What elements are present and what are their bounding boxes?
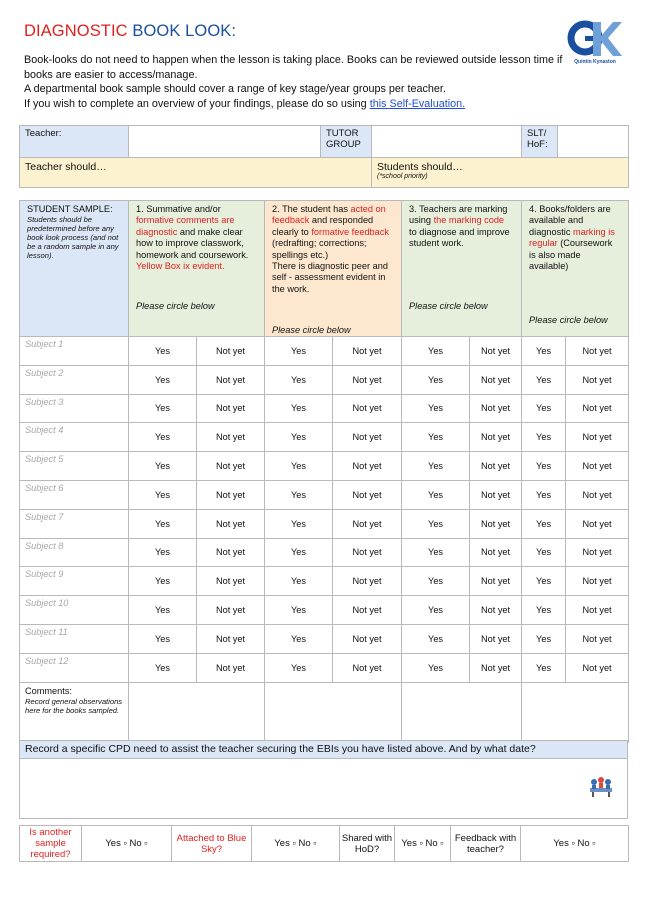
- criterion-1-yes[interactable]: Yes: [129, 596, 197, 625]
- c2-text-b: acted on feedback: [272, 204, 386, 226]
- c4-circle-prompt: Please circle below: [529, 314, 608, 325]
- criterion-3-not-yet[interactable]: Not yet: [470, 480, 522, 509]
- criterion-1-yes[interactable]: Yes: [129, 337, 197, 366]
- feedback-teacher-answer[interactable]: Yes ▫ No ▫: [521, 826, 629, 862]
- subject-label[interactable]: Subject 12: [20, 653, 129, 682]
- c3-text-a: 3. Teachers are marking using: [409, 204, 508, 226]
- criterion-4-yes[interactable]: Yes: [522, 394, 566, 423]
- criterion-1-not-yet[interactable]: Not yet: [197, 365, 265, 394]
- criterion-4-not-yet[interactable]: Not yet: [566, 394, 629, 423]
- criterion-1-header: [129, 201, 265, 337]
- criterion-3-not-yet[interactable]: Not yet: [470, 337, 522, 366]
- criterion-1-yes[interactable]: Yes: [129, 567, 197, 596]
- criterion-1-yes[interactable]: Yes: [129, 452, 197, 481]
- c1-text-b: formative comments are diagnostic: [136, 215, 235, 237]
- subject-row: [20, 509, 629, 538]
- c2-text-d: formative feedback: [311, 226, 389, 237]
- tutor-label-line-1: TUTOR: [326, 128, 359, 139]
- criterion-4-yes[interactable]: Yes: [522, 423, 566, 452]
- feedback-teacher-question: Feedback with teacher?: [451, 826, 521, 862]
- comments-note: Record general observations here for the books sampled.: [25, 696, 123, 715]
- criterion-2-yes[interactable]: Yes: [265, 653, 333, 682]
- criterion-4-yes[interactable]: Yes: [522, 538, 566, 567]
- criterion-2-yes[interactable]: Yes: [265, 394, 333, 423]
- criterion-3-yes[interactable]: Yes: [402, 365, 470, 394]
- criterion-3-yes[interactable]: Yes: [402, 624, 470, 653]
- criterion-1-yes[interactable]: Yes: [129, 480, 197, 509]
- intro-text: [24, 53, 564, 111]
- c2-text-f: There is diagnostic peer and self - assessment evident in the work.: [272, 261, 388, 294]
- criterion-1-not-yet[interactable]: Not yet: [197, 337, 265, 366]
- intro-line-3: [24, 97, 564, 112]
- subject-label[interactable]: Subject 11: [20, 624, 129, 653]
- comments-c1[interactable]: [129, 682, 265, 742]
- c1-text-d: Yellow Box ix evident.: [136, 261, 225, 272]
- criterion-3-yes[interactable]: Yes: [402, 653, 470, 682]
- criterion-2-yes[interactable]: Yes: [265, 509, 333, 538]
- criterion-1-not-yet[interactable]: Not yet: [197, 509, 265, 538]
- comments-c4[interactable]: [522, 682, 629, 742]
- criterion-4-yes[interactable]: Yes: [522, 567, 566, 596]
- subject-row: [20, 337, 629, 366]
- criterion-1-yes[interactable]: Yes: [129, 624, 197, 653]
- criterion-3-yes[interactable]: Yes: [402, 337, 470, 366]
- criterion-3-yes[interactable]: Yes: [402, 394, 470, 423]
- criterion-1-yes[interactable]: Yes: [129, 394, 197, 423]
- c4-text-c: (Coursework is also made available): [529, 238, 613, 272]
- subject-row: [20, 653, 629, 682]
- subject-row: [20, 423, 629, 452]
- subject-row: [20, 365, 629, 394]
- c2-text-a: 2. The student has: [272, 204, 351, 214]
- shared-hod-question: Shared with HoD?: [340, 826, 395, 862]
- teacher-should-cell: Teacher should…: [20, 158, 372, 188]
- criterion-2-yes[interactable]: Yes: [265, 538, 333, 567]
- criterion-4-not-yet[interactable]: Not yet: [566, 624, 629, 653]
- criterion-1-not-yet[interactable]: Not yet: [197, 394, 265, 423]
- school-priority-note: (*school priority): [377, 173, 428, 180]
- criterion-2-not-yet[interactable]: Not yet: [333, 509, 402, 538]
- criterion-1-not-yet[interactable]: Not yet: [197, 423, 265, 452]
- criterion-2-yes[interactable]: Yes: [265, 337, 333, 366]
- criterion-2-not-yet[interactable]: Not yet: [333, 480, 402, 509]
- criterion-3-not-yet[interactable]: Not yet: [470, 394, 522, 423]
- criterion-2-not-yet[interactable]: Not yet: [333, 567, 402, 596]
- subject-label[interactable]: Subject 3: [20, 394, 129, 423]
- subject-row: [20, 394, 629, 423]
- criterion-3-not-yet[interactable]: Not yet: [470, 423, 522, 452]
- c1-text-a: 1. Summative and/or: [136, 204, 221, 214]
- criterion-3-yes[interactable]: Yes: [402, 423, 470, 452]
- subject-row: [20, 452, 629, 481]
- criterion-3-yes[interactable]: Yes: [402, 509, 470, 538]
- criterion-3-yes[interactable]: Yes: [402, 452, 470, 481]
- tutor-label-line-2: GROUP: [326, 139, 361, 150]
- criterion-2-not-yet[interactable]: Not yet: [333, 596, 402, 625]
- criterion-4-yes[interactable]: Yes: [522, 653, 566, 682]
- criterion-4-yes[interactable]: Yes: [522, 509, 566, 538]
- criterion-1-not-yet[interactable]: Not yet: [197, 596, 265, 625]
- criterion-3-not-yet[interactable]: Not yet: [470, 452, 522, 481]
- c3-circle-prompt: Please circle below: [409, 300, 488, 311]
- criterion-4-yes[interactable]: Yes: [522, 480, 566, 509]
- c3-text-c: to diagnose and improve student work.: [409, 226, 510, 249]
- criterion-1-not-yet[interactable]: Not yet: [197, 653, 265, 682]
- criterion-2-not-yet[interactable]: Not yet: [333, 337, 402, 366]
- subject-label[interactable]: Subject 5: [20, 452, 129, 481]
- criterion-3-not-yet[interactable]: Not yet: [470, 509, 522, 538]
- criterion-4-yes[interactable]: Yes: [522, 624, 566, 653]
- students-should-cell: [372, 158, 629, 188]
- criterion-4-yes[interactable]: Yes: [522, 596, 566, 625]
- criterion-2-not-yet[interactable]: Not yet: [333, 538, 402, 567]
- criterion-1-yes[interactable]: Yes: [129, 365, 197, 394]
- criterion-4-header: [522, 201, 629, 337]
- subject-label[interactable]: Subject 1: [20, 337, 129, 366]
- criterion-1-not-yet[interactable]: Not yet: [197, 567, 265, 596]
- criterion-2-not-yet[interactable]: Not yet: [333, 653, 402, 682]
- criterion-4-not-yet[interactable]: Not yet: [566, 509, 629, 538]
- criterion-2-yes[interactable]: Yes: [265, 567, 333, 596]
- criterion-1-yes[interactable]: Yes: [129, 653, 197, 682]
- criterion-3-yes[interactable]: Yes: [402, 567, 470, 596]
- criterion-4-not-yet[interactable]: Not yet: [566, 653, 629, 682]
- criterion-2-yes[interactable]: Yes: [265, 596, 333, 625]
- tutor-group-label: [321, 126, 372, 158]
- criterion-1-not-yet[interactable]: Not yet: [197, 538, 265, 567]
- criterion-4-not-yet[interactable]: Not yet: [566, 538, 629, 567]
- criterion-1-yes[interactable]: Yes: [129, 538, 197, 567]
- c4-text-a: 4. Books/folders are available and diagnostic: [529, 204, 611, 237]
- criterion-3-not-yet[interactable]: Not yet: [470, 596, 522, 625]
- comments-cell: [20, 682, 129, 742]
- title-part-diagnostic: DIAGNOSTIC: [24, 22, 128, 40]
- criterion-2-not-yet[interactable]: Not yet: [333, 365, 402, 394]
- subject-row: [20, 624, 629, 653]
- student-sample-note: Students should be predetermined before any book look process (and not be a random sample in any lesson).: [27, 215, 119, 261]
- criterion-3-not-yet[interactable]: Not yet: [470, 653, 522, 682]
- comments-title: Comments:: [25, 685, 72, 696]
- slt-label-line-2: HoF:: [527, 139, 548, 150]
- criterion-1-yes[interactable]: Yes: [129, 509, 197, 538]
- criterion-2-yes[interactable]: Yes: [265, 624, 333, 653]
- subject-row: [20, 567, 629, 596]
- teacher-header-table: [19, 125, 629, 188]
- cpd-field[interactable]: [20, 759, 628, 819]
- subject-label[interactable]: Subject 10: [20, 596, 129, 625]
- another-sample-question: Is another sample required?: [20, 826, 82, 862]
- subject-rows: [20, 337, 629, 683]
- criterion-3-not-yet[interactable]: Not yet: [470, 538, 522, 567]
- intro-line-3-prefix: If you wish to complete an overview of your findings, please do so using: [24, 97, 370, 110]
- subject-row: [20, 480, 629, 509]
- criterion-4-yes[interactable]: Yes: [522, 365, 566, 394]
- criterion-4-yes[interactable]: Yes: [522, 337, 566, 366]
- criterion-3-yes[interactable]: Yes: [402, 538, 470, 567]
- criterion-2-not-yet[interactable]: Not yet: [333, 423, 402, 452]
- student-sample-title: STUDENT SAMPLE:: [27, 204, 113, 214]
- another-sample-answer[interactable]: Yes ▫ No ▫: [82, 826, 172, 862]
- criterion-2-yes[interactable]: Yes: [265, 423, 333, 452]
- subject-row: [20, 596, 629, 625]
- criterion-4-not-yet[interactable]: Not yet: [566, 337, 629, 366]
- comments-c2[interactable]: [265, 682, 402, 742]
- subject-label[interactable]: Subject 6: [20, 480, 129, 509]
- criterion-2-not-yet[interactable]: Not yet: [333, 452, 402, 481]
- intro-line-1: Book-looks do not need to happen when the lesson is taking place. Books can be reviewed outside lesson time if books are easier to access/manage.: [24, 54, 563, 81]
- c4-text-b: marking is regular: [529, 226, 615, 249]
- criterion-1-not-yet[interactable]: Not yet: [197, 452, 265, 481]
- criterion-1-yes[interactable]: Yes: [129, 423, 197, 452]
- c2-text-c: and responded clearly to: [272, 215, 374, 237]
- criterion-2-yes[interactable]: Yes: [265, 452, 333, 481]
- criterion-2-not-yet[interactable]: Not yet: [333, 624, 402, 653]
- criterion-4-yes[interactable]: Yes: [522, 452, 566, 481]
- slt-hof-label: [522, 126, 558, 158]
- cpd-prompt: Record a specific CPD need to assist the teacher securing the EBIs you have listed above. And by what date?: [20, 741, 628, 759]
- criterion-2-yes[interactable]: Yes: [265, 365, 333, 394]
- criterion-3-header: [402, 201, 522, 337]
- teacher-field[interactable]: [129, 126, 321, 158]
- criterion-3-yes[interactable]: Yes: [402, 480, 470, 509]
- people-meeting-icon: [586, 775, 616, 799]
- tutor-group-field[interactable]: [372, 126, 522, 158]
- criterion-4-not-yet[interactable]: Not yet: [566, 480, 629, 509]
- criterion-2-yes[interactable]: Yes: [265, 480, 333, 509]
- criterion-4-not-yet[interactable]: Not yet: [566, 567, 629, 596]
- title-part-book-look: BOOK LOOK:: [132, 22, 237, 40]
- criterion-3-yes[interactable]: Yes: [402, 596, 470, 625]
- self-evaluation-link[interactable]: this Self-Evaluation.: [369, 97, 466, 110]
- logo-caption: Quintin Kynaston: [574, 59, 616, 65]
- slt-label-line-1: SLT/: [527, 128, 547, 139]
- cpd-table: [19, 740, 628, 819]
- criterion-2-header: [265, 201, 402, 337]
- criterion-1-not-yet[interactable]: Not yet: [197, 480, 265, 509]
- slt-hof-field[interactable]: [558, 126, 629, 158]
- criterion-3-not-yet[interactable]: Not yet: [470, 567, 522, 596]
- subject-label[interactable]: Subject 2: [20, 365, 129, 394]
- follow-up-table: [19, 825, 629, 862]
- criterion-3-not-yet[interactable]: Not yet: [470, 365, 522, 394]
- criterion-2-not-yet[interactable]: Not yet: [333, 394, 402, 423]
- page-title: [24, 22, 236, 41]
- intro-line-2: A departmental book sample should cover a range of key stage/year groups per teacher.: [24, 83, 446, 95]
- criterion-4-not-yet[interactable]: Not yet: [566, 596, 629, 625]
- c2-circle-prompt: Please circle below: [272, 324, 351, 335]
- criterion-4-not-yet[interactable]: Not yet: [566, 423, 629, 452]
- subject-label[interactable]: Subject 4: [20, 423, 129, 452]
- subject-label[interactable]: Subject 8: [20, 538, 129, 567]
- blue-sky-question: Attached to Blue Sky?: [172, 826, 252, 862]
- students-should-label: Students should…: [377, 161, 463, 173]
- blue-sky-answer[interactable]: Yes ▫ No ▫: [252, 826, 340, 862]
- criterion-4-not-yet[interactable]: Not yet: [566, 365, 629, 394]
- subject-row: [20, 538, 629, 567]
- comments-c3[interactable]: [402, 682, 522, 742]
- shared-hod-answer[interactable]: Yes ▫ No ▫: [395, 826, 451, 862]
- criterion-4-not-yet[interactable]: Not yet: [566, 452, 629, 481]
- criterion-3-not-yet[interactable]: Not yet: [470, 624, 522, 653]
- criterion-1-not-yet[interactable]: Not yet: [197, 624, 265, 653]
- c3-text-b: the marking code: [433, 215, 505, 226]
- book-look-table: [19, 200, 629, 743]
- subject-label[interactable]: Subject 7: [20, 509, 129, 538]
- subject-label[interactable]: Subject 9: [20, 567, 129, 596]
- c1-text-c: and make clear how to improve classwork, homework and coursework.: [136, 226, 249, 260]
- student-sample-header: [20, 201, 129, 337]
- teacher-label: Teacher:: [20, 126, 129, 158]
- c1-circle-prompt: Please circle below: [136, 300, 215, 311]
- c2-text-e: (redrafting; corrections; spellings etc.): [272, 238, 367, 260]
